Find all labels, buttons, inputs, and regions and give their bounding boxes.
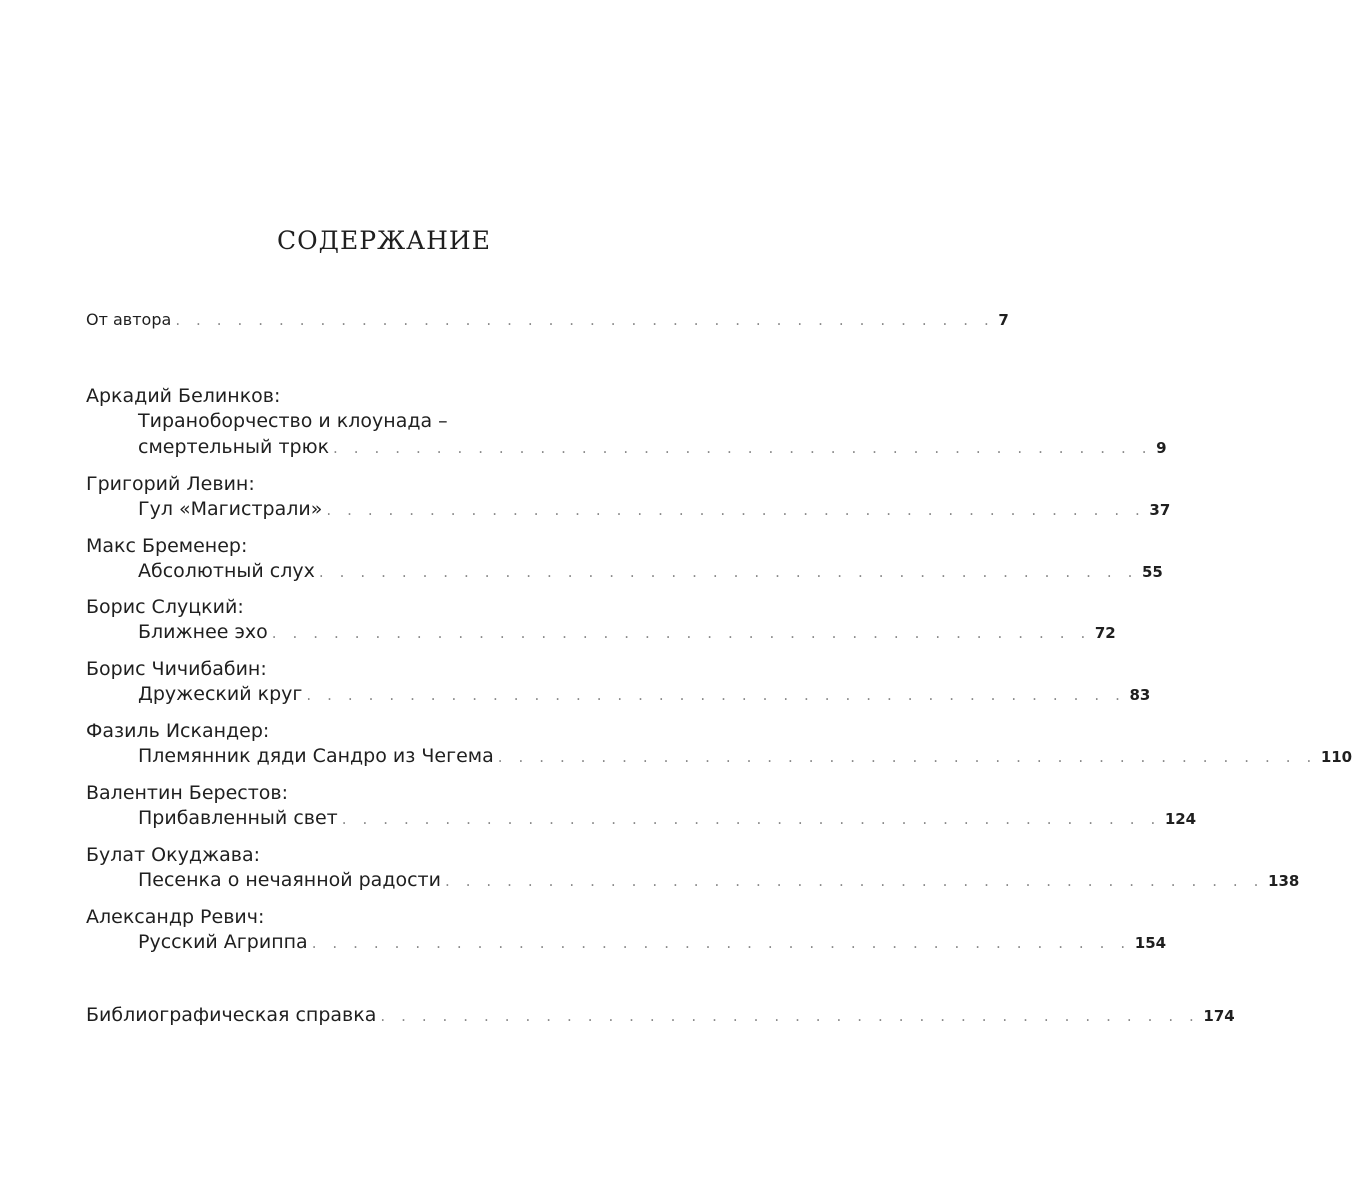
entry-title: Ближнее эхо (138, 621, 268, 643)
dot-leader: . . . . . . . . . . . . . . . . . . . . . . . . . . . . . . . . . . . . . . . . (326, 501, 1146, 519)
toc-entry-foreword[interactable] (86, 310, 1009, 336)
page-number: 83 (1129, 686, 1151, 704)
page-number: 138 (1268, 872, 1300, 890)
toc-entry[interactable] (138, 805, 1197, 831)
page-number: 124 (1164, 810, 1197, 828)
section-author: Борис Чичибабин: (86, 658, 267, 680)
section-author: Булат Окуджава: (86, 844, 260, 866)
entry-title: Песенка о нечаянной радости (138, 869, 441, 891)
page-number: 37 (1149, 501, 1171, 519)
section-author: Фазиль Искандер: (86, 720, 270, 742)
toc-entry[interactable] (138, 496, 1171, 522)
dot-leader: . . . . . . . . . . . . . . . . . . . . . . . . . . . . . . . . . . . . . . . . (318, 563, 1138, 581)
entry-title: Русский Агриппа (138, 931, 308, 953)
section-author: Аркадий Белинков: (86, 385, 281, 407)
toc-entry[interactable] (138, 929, 1167, 955)
entry-title: От автора (86, 310, 172, 329)
entry-title: Гул «Магистрали» (138, 498, 323, 520)
dot-leader: . . . . . . . . . . . . . . . . . . . . . . . . . . . . . . . . . . . . . . . . (175, 311, 995, 329)
page-number: 72 (1094, 624, 1116, 642)
entry-title: Прибавленный свет (138, 807, 338, 829)
toc-entry[interactable] (138, 619, 1116, 645)
section-author: Александр Ревич: (86, 906, 265, 928)
entry-title: Дружеский круг (138, 683, 303, 705)
dot-leader: . . . . . . . . . . . . . . . . . . . . . . . . . . . . . . . . . . . . . . . . (271, 624, 1091, 642)
dot-leader: . . . . . . . . . . . . . . . . . . . . . . . . . . . . . . . . . . . . . . . . (333, 439, 1153, 457)
page-number: 7 (998, 311, 1009, 329)
section-author: Григорий Левин: (86, 473, 255, 495)
toc-entry[interactable] (138, 743, 1352, 769)
entry-title: смертельный трюк (138, 436, 330, 458)
section-author: Валентин Берестов: (86, 782, 289, 804)
page-number: 110 (1320, 748, 1352, 766)
dot-leader: . . . . . . . . . . . . . . . . . . . . . . . . . . . . . . . . . . . . . . . . (497, 748, 1317, 766)
page-number: 174 (1203, 1007, 1235, 1025)
toc-entry[interactable] (138, 434, 1167, 460)
page-number: 9 (1156, 439, 1167, 457)
entry-title-line1: Тираноборчество и клоунада – (138, 410, 448, 432)
toc-entry[interactable] (138, 867, 1300, 893)
dot-leader: . . . . . . . . . . . . . . . . . . . . . . . . . . . . . . . . . . . . . . . . (306, 686, 1126, 704)
page-number: 154 (1134, 934, 1167, 952)
dot-leader: . . . . . . . . . . . . . . . . . . . . . . . . . . . . . . . . . . . . . . . . (311, 934, 1131, 952)
entry-title: Племянник дяди Сандро из Чегема (138, 745, 494, 767)
section-author: Борис Слуцкий: (86, 596, 244, 618)
toc-entry[interactable] (138, 558, 1163, 584)
dot-leader: . . . . . . . . . . . . . . . . . . . . . . . . . . . . . . . . . . . . . . . . (341, 810, 1161, 828)
entry-title: Абсолютный слух (138, 560, 315, 582)
dot-leader: . . . . . . . . . . . . . . . . . . . . . . . . . . . . . . . . . . . . . . . . (444, 872, 1265, 890)
section-author: Макс Бременер: (86, 535, 248, 557)
page-number: 55 (1141, 563, 1163, 581)
toc-entry-bibliography[interactable] (86, 1002, 1235, 1028)
toc-entry[interactable] (138, 681, 1151, 707)
dot-leader: . . . . . . . . . . . . . . . . . . . . . . . . . . . . . . . . . . . . . . . . (380, 1007, 1200, 1025)
entry-title: Библиографическая справка (86, 1004, 377, 1026)
page-title: СОДЕРЖАНИЕ (277, 226, 491, 255)
